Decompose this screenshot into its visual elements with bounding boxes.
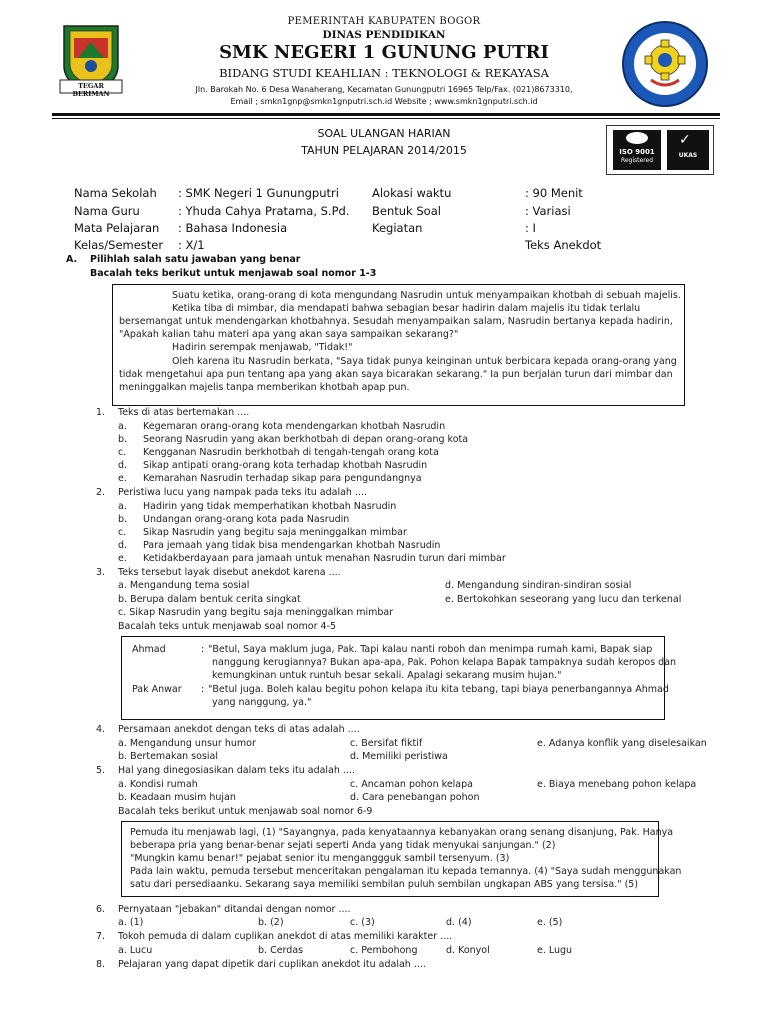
question-number: 1. xyxy=(96,407,106,418)
option-letter: d. xyxy=(118,460,128,471)
option-text: Kegemaran orang-orang kota mendengarkan khotbah Nasrudin xyxy=(143,421,446,432)
dialog-line: kemungkinan untuk runtuh besar sekali. Apalagi sekarang musim hujan." xyxy=(212,670,562,681)
header-thick-rule xyxy=(52,113,720,116)
question-number: 8. xyxy=(96,959,106,970)
reading-instruction-4-5: Bacalah teks untuk menjawab soal nomor 4-5 xyxy=(118,621,337,632)
iso-registered-label: Registered xyxy=(620,157,654,164)
question-number: 3. xyxy=(96,567,106,578)
speaker-pak-anwar: Pak Anwar xyxy=(132,684,182,695)
option-letter: b. xyxy=(118,514,128,525)
passage-line: bersemangat untuk mendengarkan khotbahnya. Sesudah menyampaikan salam, Nasrudin bertanya kepada hadirin, xyxy=(119,316,673,327)
info-value-class: : X/1 xyxy=(178,238,205,252)
option-letter: e. xyxy=(118,553,127,564)
option-a: a. (1) xyxy=(118,917,144,928)
option-text: Hadirin yang tidak memperhatikan khotbah Nasrudin xyxy=(143,501,397,512)
option-d: d. Memiliki peristiwa xyxy=(350,751,448,762)
exam-title: SOAL ULANGAN HARIAN xyxy=(317,127,451,140)
option-letter: c. xyxy=(118,447,127,458)
passage-line: Hadirin serempak menjawab, "Tidak!" xyxy=(172,342,353,353)
info-label-class: Kelas/Semester xyxy=(74,238,164,252)
option-letter: c. xyxy=(118,527,127,538)
info-value-subject: : Bahasa Indonesia xyxy=(178,221,288,235)
passage-line: "Apakah kalian tahu materi apa yang akan saya sampaikan sekarang?" xyxy=(119,329,459,340)
option-text: Sikap antipati orang-orang kota terhadap khotbah Nasrudin xyxy=(143,460,428,471)
option-c: c. Bersifat fiktif xyxy=(350,738,423,749)
dialog-line: nanggung kerugiannya? Bukan apa-apa, Pak. Pohon kelapa Bapak tampaknya sudah keropos dan xyxy=(212,657,677,668)
header-department: DINAS PENDIDIKAN xyxy=(322,29,446,41)
iso-label: ISO 9001 xyxy=(619,148,655,156)
option-b: b. (2) xyxy=(258,917,284,928)
option-d: d. Konyol xyxy=(446,945,490,956)
question-text: Peristiwa lucu yang nampak pada teks itu adalah .... xyxy=(118,487,368,498)
info-value-activity: : I xyxy=(525,221,536,235)
option-a: a. Mengandung tema sosial xyxy=(118,580,250,591)
option-letter: a. xyxy=(118,501,127,512)
speaker-colon: : xyxy=(201,644,205,655)
question-number: 7. xyxy=(96,931,106,942)
iso-oval-icon xyxy=(626,132,648,144)
header-government: PEMERINTAH KABUPATEN BOGOR xyxy=(287,16,481,27)
info-value-topic: Teks Anekdot xyxy=(525,238,602,252)
header-address: Jln. Barokah No. 6 Desa Wanaherang, Kecamatan Gunungputri 16965 Telp/Fax. (021)8673310, xyxy=(195,85,573,94)
question-number: 6. xyxy=(96,904,106,915)
section-marker: A. xyxy=(66,254,78,265)
info-label-school: Nama Sekolah xyxy=(74,186,157,200)
option-letter: e. xyxy=(118,473,127,484)
info-value-school: : SMK Negeri 1 Gunungputri xyxy=(178,186,339,200)
header-field: BIDANG STUDI KEAHLIAN : TEKNOLOGI & REKAYASA xyxy=(219,66,549,80)
option-e: e. Lugu xyxy=(537,945,573,956)
header-thin-rule xyxy=(52,118,720,119)
option-b: b. Bertemakan sosial xyxy=(118,751,218,762)
option-text: Para jemaah yang tidak bisa mendengarkan khotbah Nasrudin xyxy=(143,540,441,551)
left-logo-caption: TEGAR BERIMAN xyxy=(72,82,110,98)
dialog-line: "Betul, Saya maklum juga, Pak. Tapi kalau nanti roboh dan menimpa rumah kami, Bapak siap xyxy=(208,644,653,655)
dialog-line: yang nanggung, ya." xyxy=(212,697,312,708)
option-e: e. (5) xyxy=(537,917,563,928)
dialog-passage xyxy=(121,636,677,720)
speaker-colon: : xyxy=(201,684,205,695)
option-text: Sikap Nasrudin yang begitu saja meninggalkan mimbar xyxy=(143,527,407,538)
passage-line: Ketika tiba di mimbar, dia mendapati bahwa sebagian besar hadirin dalam majelis itu tidak terlalu xyxy=(172,303,641,314)
option-e: e. Biaya menebang pohon kelapa xyxy=(537,779,697,790)
reading-instruction-1-3: Bacalah teks berikut untuk menjawab soal nomor 1-3 xyxy=(90,268,377,279)
option-e: e. Adanya konflik yang diselesaikan xyxy=(537,738,707,749)
option-c: c. (3) xyxy=(350,917,375,928)
option-text: Undangan orang-orang kota pada Nasrudin xyxy=(143,514,350,525)
option-a: a. Lucu xyxy=(118,945,153,956)
question-number: 2. xyxy=(96,487,106,498)
passage-line: "Mungkin kamu benar!" pejabat senior itu menganggguk sambil tersenyum. (3) xyxy=(130,853,510,864)
option-d: d. (4) xyxy=(446,917,472,928)
option-a: a. Mengandung unsur humor xyxy=(118,738,256,749)
option-text: Seorang Nasrudin yang akan berkhotbah di depan orang-orang kota xyxy=(143,434,469,445)
reading-instruction-6-9: Bacalah teks berikut untuk menjawab soal nomor 6-9 xyxy=(118,806,373,817)
info-label-subject: Mata Pelajaran xyxy=(74,221,160,235)
passage-line: Pada lain waktu, pemuda tersebut menceritakan pengalaman itu kepada temannya. (4) "Saya sudah menggunakan xyxy=(130,866,682,877)
ukas-label: UKAS xyxy=(678,152,698,159)
passage-line: satu dari persediaanku. Sekarang saya memiliki sembilan puluh sembilan ungkapan ABS yang tersisa." (5) xyxy=(130,879,639,890)
option-c: c. Ancaman pohon kelapa xyxy=(350,779,473,790)
dialog-line: "Betul juga. Boleh kalau begitu pohon kelapa itu kita tebang, tapi biaya penerbangannya Ahmad xyxy=(208,684,669,695)
question-text: Persamaan anekdot dengan teks di atas adalah .... xyxy=(118,724,360,735)
question-text: Pelajaran yang dapat dipetik dari cuplikan anekdot itu adalah .... xyxy=(118,959,426,970)
option-a: a. Kondisi rumah xyxy=(118,779,198,790)
option-c: c. Pembohong xyxy=(350,945,418,956)
info-label-activity: Kegiatan xyxy=(372,221,423,235)
option-letter: d. xyxy=(118,540,128,551)
header-contact: Email ; smkn1gnp@smkn1gnputri.sch.id Website ; www.smkn1gnputri.sch.id xyxy=(230,97,538,106)
crown-check-icon: ✓ xyxy=(679,132,691,148)
section-instruction: Pilihlah salah satu jawaban yang benar xyxy=(90,254,301,265)
option-d: d. Cara penebangan pohon xyxy=(350,792,480,803)
question-text: Tokoh pemuda di dalam cuplikan anekdot di atas memiliki karakter .... xyxy=(118,931,453,942)
option-b: b. Berupa dalam bentuk cerita singkat xyxy=(118,594,301,605)
iso-certification-badge xyxy=(606,125,714,175)
passage-line: Suatu ketika, orang-orang di kota mengundang Nasrudin untuk menyampaikan khotbah di sebuah majelis. xyxy=(172,290,681,301)
option-b: b. Keadaan musim hujan xyxy=(118,792,236,803)
option-text: Kengganan Nasrudin berkhotbah di tengah-tengah orang kota xyxy=(143,447,439,458)
passage-line: Pemuda itu menjawab lagi, (1) "Sayangnya, pada kenyataannya kebanyakan orang senang disanjung, Pak. Hanya xyxy=(130,827,674,838)
option-letter: b. xyxy=(118,434,128,445)
info-label-time: Alokasi waktu xyxy=(372,186,452,200)
text-passage-pemuda xyxy=(121,821,682,897)
question-text: Teks tersebut layak disebut anekdot karena .... xyxy=(118,567,341,578)
speaker-ahmad: Ahmad xyxy=(132,644,166,655)
info-value-time: : 90 Menit xyxy=(525,186,583,200)
question-number: 4. xyxy=(96,724,106,735)
passage-line: beberapa pria yang benar-benar sejati seperti Anda yang tidak menyukai sanjungan." (2) xyxy=(130,840,556,851)
exam-year: TAHUN PELAJARAN 2014/2015 xyxy=(301,144,467,157)
info-value-form: : Variasi xyxy=(525,204,571,218)
question-text: Teks di atas bertemakan .... xyxy=(118,407,250,418)
option-e: e. Bertokohkan seseorang yang lucu dan terkenal xyxy=(445,594,682,605)
question-text: Hal yang dinegosiasikan dalam teks itu adalah .... xyxy=(118,765,355,776)
passage-line: Oleh karena itu Nasrudin berkata, "Saya tidak punya keinginan untuk berbicara kepada orang-orang yang xyxy=(172,356,677,367)
option-letter: a. xyxy=(118,421,127,432)
question-text: Pernyataan "jebakan" ditandai dengan nomor .... xyxy=(118,904,351,915)
passage-line: tidak mengetahui apa pun tentang apa yang akan saya bicarakan sekarang." Ia pun berjalan turun dari mimbar dan xyxy=(119,369,673,380)
text-passage-nasrudin xyxy=(112,284,685,406)
info-label-teacher: Nama Guru xyxy=(74,204,140,218)
info-label-form: Bentuk Soal xyxy=(372,204,441,218)
question-number: 5. xyxy=(96,765,106,776)
info-value-teacher: : Yhuda Cahya Pratama, S.Pd. xyxy=(178,204,350,218)
option-d: d. Mengandung sindiran-sindiran sosial xyxy=(445,580,632,591)
option-text: Ketidakberdayaan para jamaah untuk menahan Nasrudin turun dari mimbar xyxy=(143,553,506,564)
option-b: b. Cerdas xyxy=(258,945,304,956)
passage-line: meninggalkan majelis tanpa memberikan khotbah apap pun. xyxy=(119,382,410,393)
option-text: Kemarahan Nasrudin terhadap sikap para pengundangnya xyxy=(143,473,422,484)
option-c: c. Sikap Nasrudin yang begitu saja meninggalkan mimbar xyxy=(118,607,394,618)
header-school-name: SMK NEGERI 1 GUNUNG PUTRI xyxy=(219,42,549,63)
